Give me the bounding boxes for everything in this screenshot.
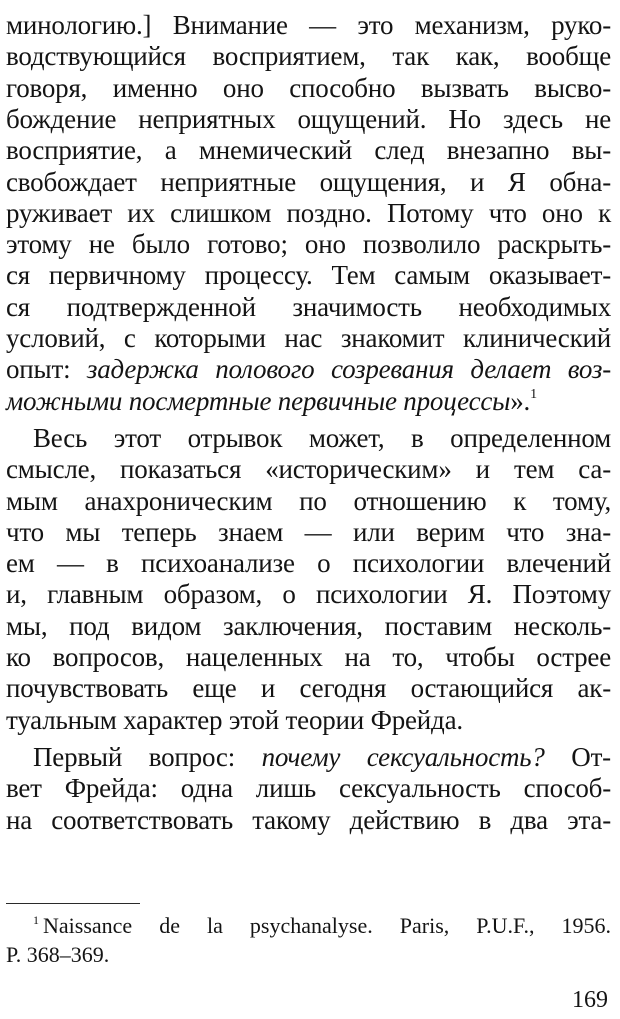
- text-line: руживает их слишком поздно. Потому что оно к: [6, 198, 611, 228]
- plain-text: Первый вопрос:: [33, 742, 262, 772]
- text-line: смысле, показаться «историческим» и тем са-: [6, 454, 611, 484]
- text-line: что мы теперь знаем — или верим что зна-: [6, 517, 611, 547]
- footnote-line: [33, 915, 611, 937]
- footnote-marker: 1: [33, 913, 39, 927]
- text-line: на соответствовать такому действию в два эта-: [6, 805, 611, 835]
- text-line: ся подтвержденной значимость необходимых: [6, 292, 611, 322]
- footnote-divider: [6, 903, 140, 904]
- footnote-reference: 1: [530, 387, 537, 402]
- text-line: восприятие, а мнемический след внезапно вы-: [6, 135, 611, 165]
- italic-quote: почему сексуальность?: [261, 742, 545, 772]
- text-line: и, главным образом, о психологии Я. Поэтому: [6, 579, 611, 609]
- footnote-text: Naissance de la psychanalyse. Paris, P.U.F., 1956.: [43, 913, 611, 938]
- text-line: водствующийся восприятием, так как, вообще: [6, 41, 611, 71]
- text-line: условий, с которыми нас знакомит клинический: [6, 323, 611, 353]
- italic-quote: задержка полового созревания делает воз-: [86, 354, 611, 384]
- text-line: вет Фрейда: одна лишь сексуальность способ-: [6, 773, 611, 803]
- text-line: минологию.] Внимание — это механизм, руко-: [6, 10, 611, 40]
- text-line: этому не было готово; оно позволило раскрыть-: [6, 229, 611, 259]
- plain-text: ».: [510, 386, 531, 416]
- text-line: почувствовать еще и сегодня остающийся ак-: [6, 673, 611, 703]
- plain-text: опыт:: [6, 354, 87, 384]
- footnote-line: P. 368–369.: [6, 942, 110, 967]
- text-line-with-note: [6, 388, 611, 415]
- text-line: мым анахроническим по отношению к тому,: [6, 486, 611, 516]
- text-line: говоря, именно оно способно вызвать высво-: [6, 73, 611, 103]
- text-line: ся первичному процессу. Тем самым оказывает-: [6, 260, 611, 290]
- text-line-with-italic: [6, 356, 611, 383]
- text-line: мы, под видом заключения, поставим несколь-: [6, 611, 611, 641]
- page-number: 169: [572, 987, 608, 1013]
- text-line-with-italic: [33, 744, 611, 771]
- text-line: ко вопросов, нацеленных на то, чтобы острее: [6, 642, 611, 672]
- text-line: туальным характер этой теории Фрейда.: [6, 705, 463, 735]
- text-line: свобождает неприятные ощущения, и Я обна-: [6, 167, 611, 197]
- italic-quote: можными посмертные первичные процессы: [6, 386, 511, 416]
- plain-text: От-: [544, 742, 611, 772]
- text-line: бождение неприятных ощущений. Но здесь не: [6, 104, 611, 134]
- text-line: Весь этот отрывок может, в определенном: [33, 423, 611, 453]
- text-line: ем — в психоанализе о психологии влечений: [6, 548, 611, 578]
